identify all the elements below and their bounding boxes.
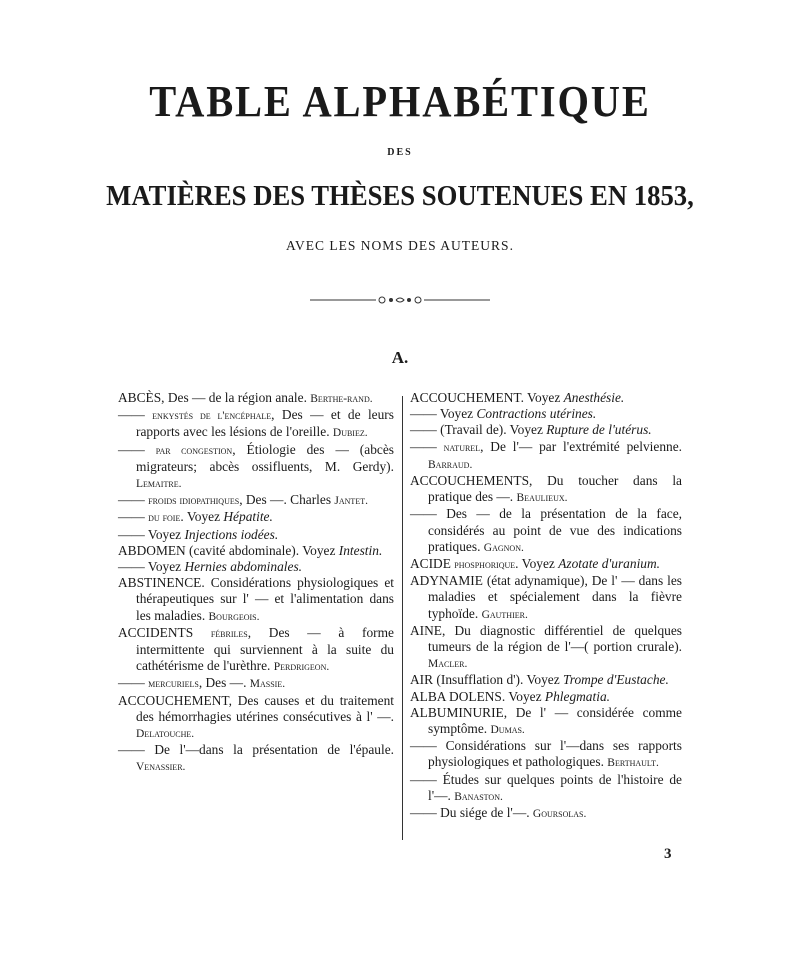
entry-rest: , Des — à forme intermittente qui surviennent à la suite du cathétérisme de l'urèthre. — [136, 624, 394, 674]
ornament-divider-icon — [310, 296, 490, 304]
index-entry — [118, 559, 394, 575]
section-letter: A. — [391, 348, 409, 367]
entry-lead: ACCOUCHEMENT, Des causes et du traitement des hémorrhagies utérines consécutives à l' —. — [118, 692, 394, 724]
entry-sub: froids idiopathiques — [148, 495, 240, 508]
entry-lead: —— — [118, 407, 153, 423]
index-entry — [118, 693, 394, 743]
index-entry — [118, 625, 394, 676]
index-entry — [118, 543, 394, 559]
index-entry — [410, 439, 682, 473]
entry-lead: ACCOUCHEMENTS, Du toucher dans la pratique des —. — [410, 473, 682, 505]
entry-sub: fébriles — [210, 627, 248, 640]
entry-ital: Anesthésie. — [563, 390, 625, 405]
entry-ital: Rupture de l'utérus. — [546, 422, 652, 438]
entry-author: Lemaitre. — [136, 478, 182, 491]
index-entry — [118, 742, 394, 775]
entry-lead: —— Voyez — [410, 406, 477, 422]
entry-lead: —— Considérations sur l'—dans ses rapports physiologiques et pathologiques. — [410, 738, 682, 770]
entry-author: Dubiez. — [332, 427, 368, 440]
index-entry — [118, 527, 394, 543]
page-subtitle: MATIÈRES DES THÈSES SOUTENUES EN 1853, — [106, 180, 694, 212]
entry-ital: Hépatite. — [223, 509, 273, 525]
entry-ital: Azotate d'uranium. — [558, 556, 661, 572]
entry-lead: —— Du siége de l'—. — [410, 805, 533, 821]
entry-author: Banaston. — [454, 790, 503, 803]
entry-sub: du foie — [148, 512, 181, 525]
entry-author: Goursolas. — [532, 808, 587, 821]
entry-sub: par congestion — [155, 444, 233, 457]
entry-lead: —— — [118, 675, 149, 691]
entry-author: Berthault. — [607, 757, 659, 770]
index-entry — [118, 390, 394, 407]
right-column — [410, 390, 682, 822]
index-entry — [410, 705, 682, 738]
entry-sub: enkystés de l'encéphale — [152, 410, 272, 423]
index-entry — [410, 506, 682, 556]
index-entry — [410, 672, 682, 688]
entry-author: Bourgeois. — [208, 610, 260, 623]
entry-lead: —— De l'—dans la présentation de l'épaule. — [118, 742, 394, 758]
entry-ital: Contractions utérines. — [476, 406, 597, 422]
entry-ital: Phlegmatia. — [544, 688, 610, 704]
entry-author: Berthe-rand. — [310, 393, 373, 405]
entry-author: Delatouche. — [136, 728, 195, 741]
entry-author: Barraud. — [428, 458, 473, 471]
index-entry — [410, 556, 682, 573]
entry-rest: , Des — et de leurs rapports avec les lésions de l'oreille. — [136, 407, 394, 440]
title-connector: DES — [387, 147, 413, 158]
entry-ital: Intestin. — [338, 542, 383, 558]
index-entry — [118, 675, 394, 692]
entry-lead: ALBA DOLENS. Voyez — [410, 688, 545, 704]
index-entry — [410, 573, 682, 623]
entry-ital: Trompe d'Eustache. — [563, 672, 669, 688]
index-entry — [410, 738, 682, 771]
entry-rest: , Des —. — [198, 675, 250, 691]
entry-lead: —— — [118, 492, 149, 508]
index-entry — [410, 805, 682, 822]
entry-author: Macler. — [428, 658, 468, 671]
entry-author: Gagnon. — [483, 541, 524, 554]
index-entry — [410, 623, 682, 673]
entry-lead: ABCÈS, Des — de la région anale. — [118, 390, 311, 405]
entry-rest: , Étiologie des — (abcès migrateurs; abcès ossifluents, M. Gerdy). — [136, 441, 395, 474]
left-column — [118, 390, 394, 776]
entry-lead: —— Études sur quelques points de l'histoire de l'—. — [410, 771, 682, 803]
column-divider — [402, 396, 403, 840]
entry-lead: —— Voyez — [118, 526, 185, 542]
entry-lead: ACIDE — [410, 556, 455, 572]
entry-lead: —— — [118, 441, 156, 457]
entry-rest: , De l'— par l'extrémité pelvienne. — [480, 438, 682, 454]
authors-line: AVEC LES NOMS DES AUTEURS. — [286, 238, 514, 253]
entry-sub: mercuriels — [148, 678, 199, 691]
entry-lead: ACCOUCHEMENT. Voyez — [410, 390, 564, 405]
page-title: TABLE ALPHABÉTIQUE — [149, 77, 651, 126]
index-entry — [410, 772, 682, 805]
entry-author: Gauthier. — [481, 608, 528, 621]
entry-lead: —— — [118, 509, 149, 525]
index-entry — [118, 575, 394, 625]
entry-sub: phosphorique — [454, 559, 516, 572]
entry-lead: ADYNAMIE (état adynamique), De l' — dans les maladies et spécialement dans la fièvre typhoïde. — [410, 573, 682, 621]
entry-ital: Injections iodées. — [184, 526, 279, 542]
entry-lead: ABSTINENCE. Considérations physiologiques et thérapeutiques sur l' — et l'alimentation dans les maladies. — [118, 575, 394, 623]
index-entry — [118, 509, 394, 526]
index-entry — [410, 390, 682, 406]
index-entry — [118, 442, 394, 493]
entry-lead: —— Des — de la présentation de la face, considérés au point de vue des indications pratiques. — [410, 506, 682, 554]
entry-lead: —— Voyez — [118, 559, 185, 575]
index-entry — [410, 422, 682, 438]
entry-lead: ACCIDENTS — [118, 624, 211, 640]
entry-ital: Hernies abdominales. — [184, 559, 302, 575]
entry-sub: naturel — [443, 441, 481, 454]
entry-lead: —— (Travail de). Voyez — [410, 422, 547, 438]
index-entry — [410, 473, 682, 506]
entry-rest: . Voyez — [180, 509, 224, 525]
index-entry — [410, 689, 682, 705]
entry-author: Perdrigeon. — [273, 661, 330, 674]
entry-rest: . Voyez — [515, 556, 559, 572]
page-number: 3 — [664, 846, 672, 862]
entry-author: Massie. — [249, 678, 286, 691]
entry-author: Dumas. — [490, 724, 525, 737]
index-entry — [118, 492, 394, 509]
entry-author: Jantet. — [334, 495, 368, 508]
entry-lead: —— — [410, 438, 444, 454]
entry-lead: ABDOMEN (cavité abdominale). Voyez — [118, 542, 339, 558]
entry-lead: AINE, Du diagnostic différentiel de quelques tumeurs de la région de l'—( portion crurale). — [410, 622, 682, 655]
entry-rest: , Des —. Charles — [239, 492, 335, 508]
index-entry — [118, 407, 394, 441]
index-entry — [410, 406, 682, 422]
entry-lead: AIR (Insufflation d'). Voyez — [410, 672, 564, 688]
entry-author: Venassier. — [136, 761, 186, 774]
entry-lead: ALBUMINURIE, De l' — considérée comme symptôme. — [410, 704, 682, 737]
entry-author: Beaulieux. — [516, 492, 568, 505]
